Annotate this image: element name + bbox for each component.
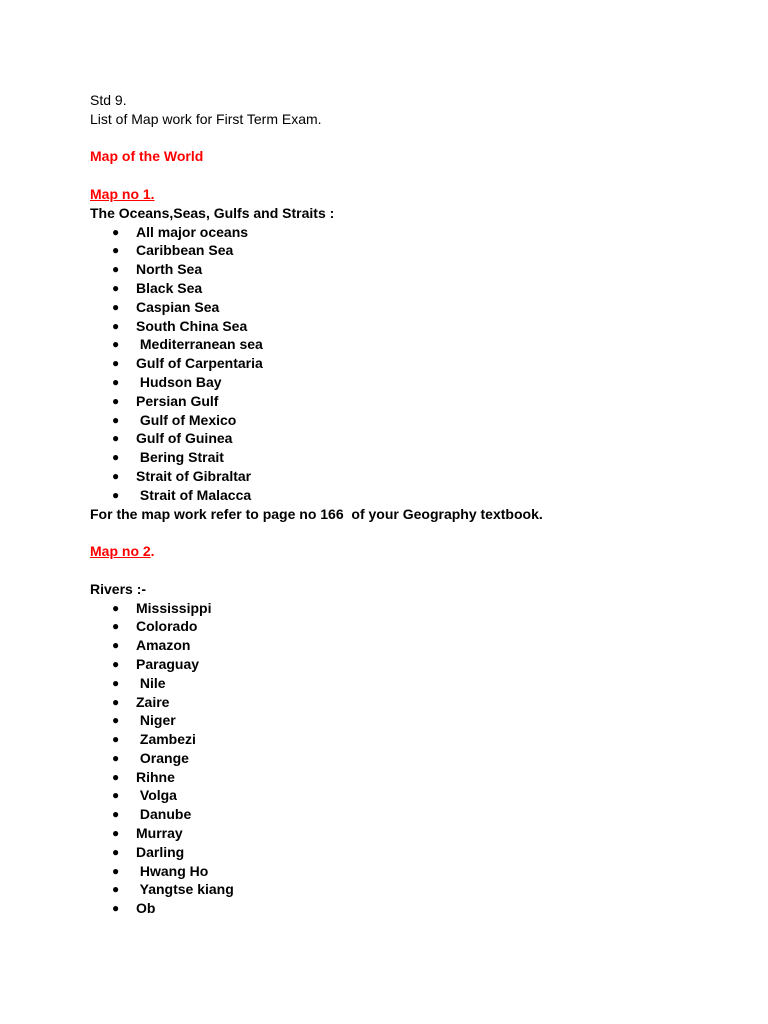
list-item-label: Strait of Gibraltar: [136, 467, 252, 484]
list-item: [90, 279, 730, 298]
list-item-label: Zaire: [136, 693, 170, 710]
list-item: [90, 448, 730, 467]
bullet-icon: ●: [112, 694, 120, 709]
bullet-icon: ●: [112, 882, 120, 897]
list-item: [90, 392, 730, 411]
list-item: [90, 862, 730, 881]
list-item: [90, 655, 730, 674]
list-item: [90, 693, 730, 712]
bullet-icon: ●: [112, 412, 120, 427]
bullet-icon: ●: [112, 487, 120, 502]
list-item-label: Nile: [136, 674, 166, 691]
map2-heading: Map no 2: [90, 543, 151, 560]
list-item-label: Zambezi: [136, 731, 196, 748]
bullet-icon: ●: [112, 901, 120, 916]
list-item: [90, 354, 730, 373]
list-item-label: South China Sea: [136, 317, 248, 334]
list-item-label: Mississippi: [136, 599, 212, 616]
bullet-icon: ●: [112, 769, 120, 784]
bullet-icon: ●: [112, 450, 120, 465]
bullet-icon: ●: [112, 262, 120, 277]
list-item-label: Murray: [136, 825, 183, 842]
list-item-label: Bering Strait: [136, 449, 224, 466]
list-item-label: Gulf of Guinea: [136, 430, 233, 447]
bullet-icon: ●: [112, 732, 120, 747]
list-item: [90, 749, 730, 768]
spacer: [90, 129, 730, 148]
bullet-icon: ●: [112, 750, 120, 765]
list-item: [90, 373, 730, 392]
list-item-label: Orange: [136, 749, 189, 766]
list-item: [90, 768, 730, 787]
bullet-icon: ●: [112, 619, 120, 634]
bullet-icon: ●: [112, 224, 120, 239]
bullet-icon: ●: [112, 374, 120, 389]
list-item: [90, 467, 730, 486]
bullet-icon: ●: [112, 337, 120, 352]
bullet-icon: ●: [112, 675, 120, 690]
bullet-icon: ●: [112, 713, 120, 728]
bullet-icon: ●: [112, 356, 120, 371]
list-item: [90, 899, 730, 918]
bullet-icon: ●: [112, 280, 120, 295]
list-item-label: Darling: [136, 843, 185, 860]
list-item: [90, 805, 730, 824]
list-item-label: Paraguay: [136, 655, 200, 672]
std-label: Std 9.: [90, 92, 127, 108]
bullet-icon: ●: [112, 788, 120, 803]
bullet-icon: ●: [112, 807, 120, 822]
list-item-label: Strait of Malacca: [136, 486, 252, 503]
list-item: [90, 824, 730, 843]
bullet-icon: ●: [112, 431, 120, 446]
list-item: [90, 786, 730, 805]
list-item-label: Mediterranean sea: [136, 336, 263, 353]
map1-heading: Map no 1.: [90, 185, 155, 202]
map1-note: For the map work refer to page no 166 of your Geography textbook.: [90, 505, 543, 522]
bullet-icon: ●: [112, 299, 120, 314]
list-item-label: Hudson Bay: [136, 373, 222, 390]
bullet-icon: ●: [112, 863, 120, 878]
list-item: [90, 411, 730, 430]
list-item-label: All major oceans: [136, 223, 249, 240]
list-item-label: Caribbean Sea: [136, 242, 234, 259]
list-item-label: Yangtse kiang: [136, 881, 234, 898]
list-item-label: North Sea: [136, 261, 203, 278]
list-item: [90, 599, 730, 618]
list-item: [90, 636, 730, 655]
list-item-label: Persian Gulf: [136, 392, 219, 409]
list-item: [90, 674, 730, 693]
bullet-icon: ●: [112, 600, 120, 615]
list-item: [90, 298, 730, 317]
bullet-icon: ●: [112, 393, 120, 408]
list-item-label: Hwang Ho: [136, 862, 209, 879]
document-body: [90, 91, 730, 918]
list-item-label: Danube: [136, 806, 192, 823]
list-item: [90, 335, 730, 354]
list-item: [90, 317, 730, 336]
spacer: [90, 166, 730, 185]
list-item-label: Rihne: [136, 768, 175, 785]
list-item-label: Ob: [136, 900, 156, 917]
map2-intro: Rivers :-: [90, 580, 147, 597]
list-item-label: Niger: [136, 712, 176, 729]
spacer: [90, 523, 730, 542]
list-item: [90, 617, 730, 636]
bullet-icon: ●: [112, 468, 120, 483]
list-item: [90, 843, 730, 862]
list-item: [90, 711, 730, 730]
list-item: [90, 241, 730, 260]
bullet-icon: ●: [112, 844, 120, 859]
list-item-label: Amazon: [136, 637, 191, 654]
bullet-icon: ●: [112, 656, 120, 671]
list-item: [90, 730, 730, 749]
map2-item-list: [90, 599, 730, 919]
bullet-icon: ●: [112, 243, 120, 258]
list-item-label: Gulf of Mexico: [136, 411, 237, 428]
list-item: [90, 260, 730, 279]
list-item-label: Volga: [136, 787, 177, 804]
list-item-label: Caspian Sea: [136, 298, 220, 315]
map2-heading-line: [90, 542, 730, 561]
list-item: [90, 429, 730, 448]
list-item-label: Gulf of Carpentaria: [136, 355, 263, 372]
map1-intro: The Oceans,Seas, Gulfs and Straits :: [90, 204, 335, 221]
bullet-icon: ●: [112, 638, 120, 653]
list-item-label: Colorado: [136, 618, 198, 635]
list-item-label: Black Sea: [136, 279, 203, 296]
map1-item-list: [90, 223, 730, 505]
bullet-icon: ●: [112, 318, 120, 333]
spacer: [90, 561, 730, 580]
list-item: [90, 486, 730, 505]
map2-heading-suffix: .: [150, 543, 155, 560]
section-title: Map of the World: [90, 148, 204, 165]
list-item: [90, 880, 730, 899]
bullet-icon: ●: [112, 826, 120, 841]
list-item: [90, 223, 730, 242]
document-subtitle: List of Map work for First Term Exam.: [90, 110, 322, 127]
